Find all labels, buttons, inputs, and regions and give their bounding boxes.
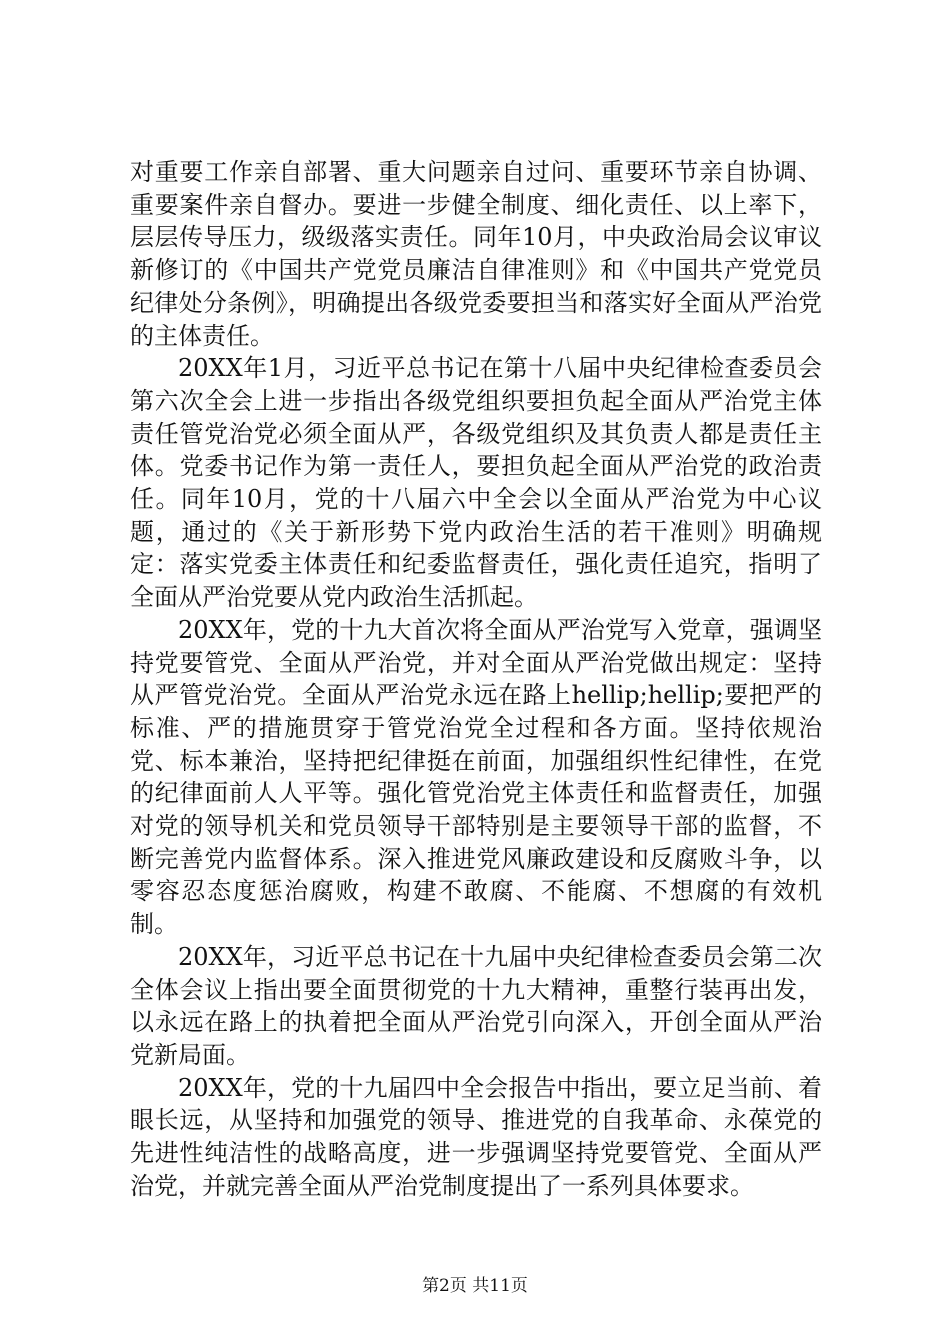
paragraph: 20XX年，党的十九届四中全会报告中指出，要立足当前、着眼长远，从坚持和加强党的领导、推进党的自我革命、永葆党的先进性纯洁性的战略高度，进一步强调坚持党要管党、全面从严治党，并就完善全面从严治党制度提出了一系列具体要求。 [130, 1073, 822, 1200]
paragraph: 20XX年1月，习近平总书记在第十八届中央纪律检查委员会第六次全会上进一步指出各级党组织要担负起全面从严治党主体责任管党治党必须全面从严，各级党组织及其负责人都是责任主体。党委书记作为第一责任人，要担负起全面从严治党的政治责任。同年10月，党的十八届六中全会以全面从严治党为中心议题，通过的《关于新形势下党内政治生活的若干准则》明确规定：落实党委主体责任和纪委监督责任，强化责任追究，指明了全面从严治党要从党内政治生活抓起。 [130, 354, 822, 612]
paragraph: 20XX年，党的十九大首次将全面从严治党写入党章，强调坚持党要管党、全面从严治党，并对全面从严治党做出规定：坚持从严管党治党。全面从严治党永远在路上hellip;hellip;要把严的标准、严的措施贯穿于管党治党全过程和各方面。坚持依规治党、标本兼治，坚持把纪律挺在前面，加强组织性纪律性，在党的纪律面前人人平等。强化管党治党主体责任和监督责任，加强对党的领导机关和党员领导干部特别是主要领导干部的监督，不断完善党内监督体系。深入推进党风廉政建设和反腐败斗争，以零容忍态度惩治腐败，构建不敢腐、不能腐、不想腐的有效机制。 [130, 615, 822, 939]
paragraph: 对重要工作亲自部署、重大问题亲自过问、重要环节亲自协调、重要案件亲自督办。要进一步健全制度、细化责任、以上率下，层层传导压力，级级落实责任。同年10月，中央政治局会议审议新修订的《中国共产党党员廉洁自律准则》和《中国共产党党员纪律处分条例》，明确提出各级党委要担当和落实好全面从严治党的主体责任。 [130, 158, 822, 350]
document-body [130, 156, 822, 1203]
page-number-footer: 第2页 共11页 [422, 1276, 528, 1296]
paragraph: 20XX年，习近平总书记在十九届中央纪律检查委员会第二次全体会议上指出要全面贯彻党的十九大精神，重整行装再出发，以永远在路上的执着把全面从严治党引向深入，开创全面从严治党新局面。 [130, 942, 822, 1069]
